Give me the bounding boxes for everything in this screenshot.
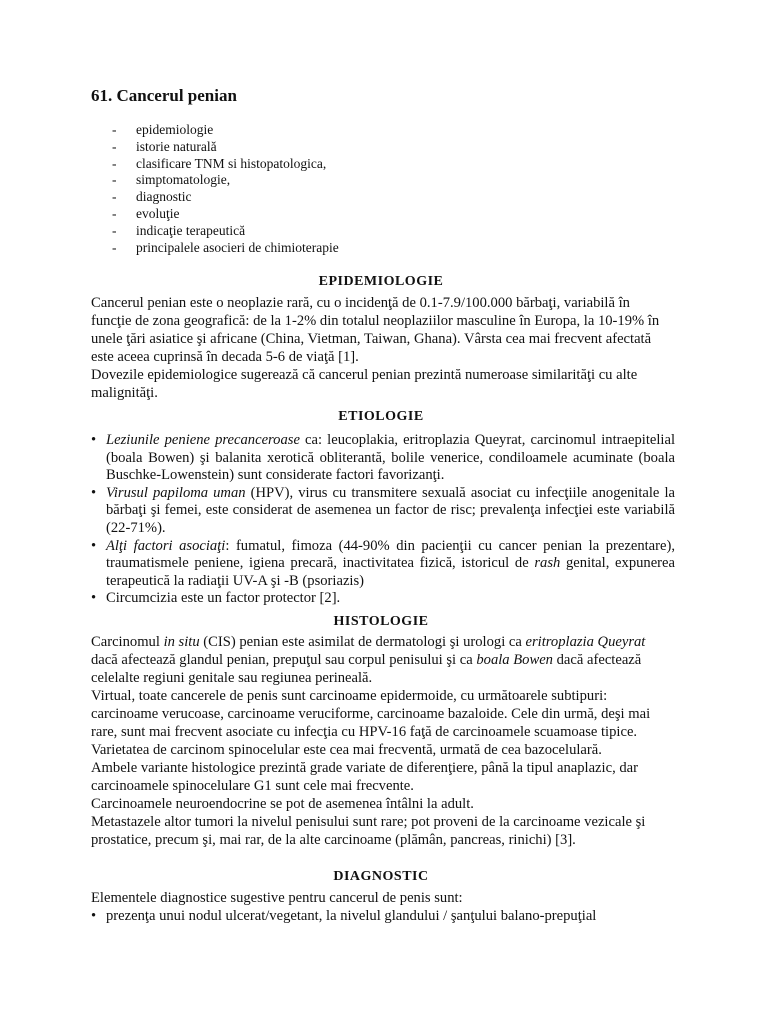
document-title: 61. Cancerul penian <box>91 86 237 105</box>
topic-item: - istorie naturală <box>112 138 217 154</box>
paragraph: Dovezile epidemiologice sugerează că cancerul penian prezintă numeroase similarităţi cu alte malignităţi. <box>91 367 638 401</box>
section-heading-diagnostic: DIAGNOSTIC <box>333 869 429 884</box>
topic-item: - principalele asocieri de chimioterapie <box>112 239 339 255</box>
list-item: • prezenţa unui nodul ulcerat/vegetant, la nivelul glandului / şanţului balano-prepuţial <box>91 908 597 924</box>
paragraph: Virtual, toate cancerele de penis sunt carcinoame epidermoide, cu următoarele subtipuri: carcinoame verucoase, carcinoame veruciforme, carcinoame bazaloide. Cele din urmă, deşi mai rare, sunt mai frecvent asociate cu infecţia cu HPV-16 faţă de carcinoamele scuamoase tipice. <box>91 688 651 740</box>
list-item: • Leziunile peniene precanceroase ca: leucoplakia, eritroplazia Queyrat, carcinomul intraepitelial (boala Bowen) şi balanita xerotică obliterantă, bolile venerice, condiloamele acuminate (boala Buschke-Lowenstein) sunt considerate factori favorizanţi. <box>91 432 675 484</box>
list-item: • Circumcizia este un factor protector [2]. <box>91 590 341 607</box>
paragraph: Elementele diagnostice sugestive pentru cancerul de penis sunt: <box>91 890 463 906</box>
paragraph: Ambele variante histologice prezintă grade variate de diferenţiere, până la tipul anaplazic, dar carcinoamele spinocelulare G1 sunt cele mai frecvente. <box>91 760 638 794</box>
list-item: • Alţi factori asociaţi: fumatul, fimoza (44-90% din pacienţii cu cancer penian la prezentare), traumatismele peniene, igiena precară, inactivitatea fizică, istoricul de rash genital, expunerea terapeutică la radiaţii UV-A şi -B (psoriazis) <box>91 537 675 589</box>
topic-item: - diagnostic <box>112 189 192 205</box>
paragraph: Varietatea de carcinom spinocelular este cea mai frecventă, urmată de cea bazocelulară. <box>91 742 602 758</box>
section-heading-histologie: HISTOLOGIE <box>333 614 429 629</box>
list-item: • Virusul papiloma uman (HPV), virus cu transmitere sexuală asociat cu infecţiile anogenitale la bărbaţi şi femei, este considerat de asemenea un factor de risc; prevalenţa infecţiei este variabilă (22-71%). <box>91 484 675 536</box>
section-heading-epidemiologie: EPIDEMIOLOGIE <box>318 274 444 289</box>
topic-item: - clasificare TNM si histopatologica, <box>112 155 327 171</box>
topic-item: - simptomatologie, <box>112 172 231 188</box>
section-body-epidemiologie <box>91 294 671 402</box>
section-body-histologie <box>91 633 671 849</box>
section-heading-etiologie: ETIOLOGIE <box>338 409 424 424</box>
paragraph: Carcinomul in situ (CIS) penian este asimilat de dermatologi şi urologi ca eritroplazia Queyrat dacă afectează glandul penian, prepuţul sau corpul penisului şi ca boala Bowen dacă afectează celelalte regiuni genitale sau regiunea perineală. <box>91 634 646 686</box>
section-body-diagnostic <box>91 889 671 907</box>
paragraph: Metastazele altor tumori la nivelul penisului sunt rare; pot proveni de la carcinoame vezicale şi prostatice, precum şi, mai rar, de la alte carcinoame (plămân, pancreas, rinichi) [3]. <box>91 814 646 848</box>
diagnostic-list <box>91 908 675 926</box>
topic-item: - indicaţie terapeutică <box>112 222 246 238</box>
paragraph: Cancerul penian este o neoplazie rară, cu o incidenţă de 0.1-7.9/100.000 bărbaţi, variabilă în funcţie de zona geografică: de la 1-2% din totalul neoplaziilor masculine în Europa, la 10-19% în unele ţări asiatice şi africane (China, Vietman, Taiwan, Ghana). Vârsta cea mai frecvent afectată este aceea cuprinsă în decada 5-6 de viaţă [1]. <box>91 295 660 365</box>
topic-item: - evoluţie <box>112 205 180 221</box>
paragraph: Carcinoamele neuroendocrine se pot de asemenea întâlni la adult. <box>91 796 474 812</box>
topic-item: - epidemiologie <box>112 122 214 137</box>
topics-list <box>112 122 339 256</box>
etiologie-list <box>91 432 675 608</box>
